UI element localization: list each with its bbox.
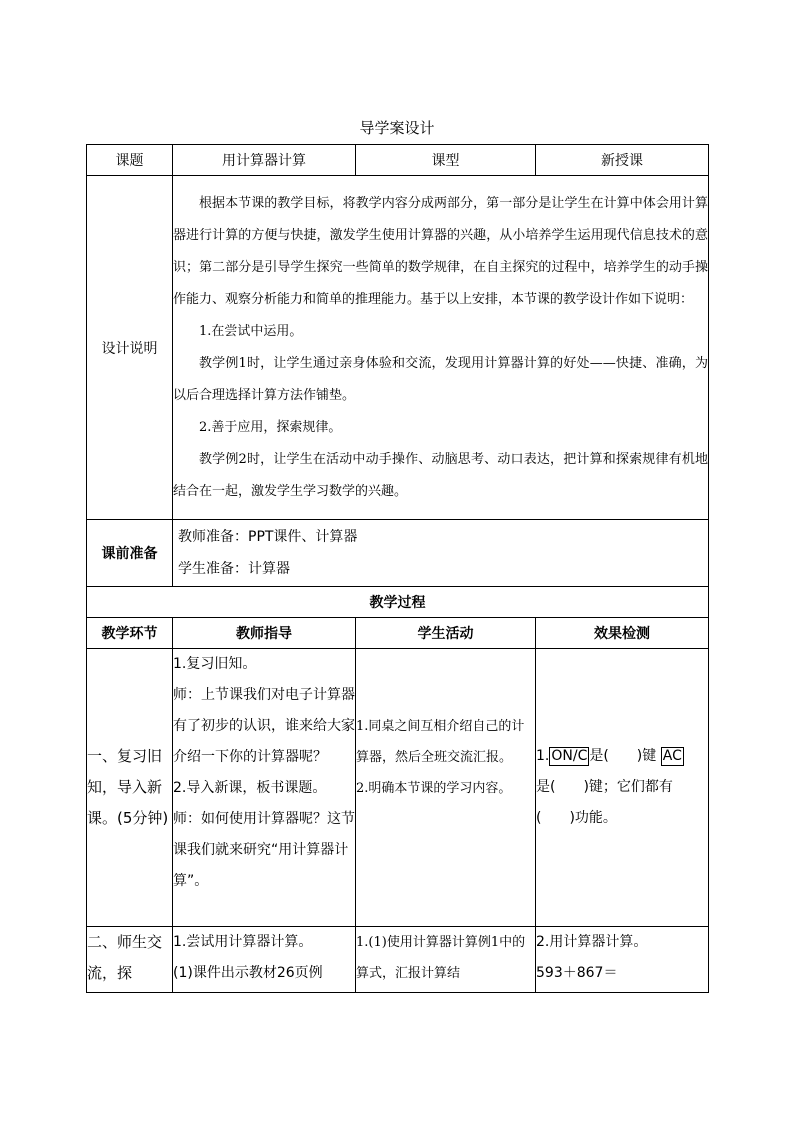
effect-line-1	[536, 741, 708, 772]
design-description	[173, 176, 709, 520]
teacher-line: 师：如何使用计算器呢？这节课我们就来研究“用计算器计算”。	[173, 811, 355, 889]
design-paragraph: 2.善于应用，探索规律。	[199, 419, 342, 435]
student-prep: 学生准备：计算器	[178, 561, 290, 577]
student-line: 1.同桌之间互相介绍自己的计算器，然后全班交流汇报。	[356, 719, 525, 765]
type-label: 课型	[356, 145, 536, 176]
type-value: 新授课	[536, 145, 709, 176]
column-header-stage: 教学环节	[87, 618, 173, 649]
on-c-key: ON/C	[551, 748, 588, 764]
teacher-line: 2.导入新课，板书课题。	[173, 780, 327, 796]
student-line: 2.明确本节课的学习内容。	[356, 781, 512, 796]
student-line: 1.(1)使用计算器计算例1中的算式，汇报计算结	[356, 935, 526, 981]
effect-prefix: 1.	[536, 748, 550, 764]
column-header-teacher: 教师指导	[173, 618, 356, 649]
stage-name-text: 二、师生交流，探	[87, 933, 163, 982]
process-title: 教学过程	[87, 587, 709, 618]
teacher-guidance	[173, 649, 356, 927]
topic-value: 用计算器计算	[173, 145, 356, 176]
process-header-row	[87, 618, 709, 649]
document-title: 导学案设计	[359, 119, 435, 137]
teacher-line: 1.尝试用计算器计算。	[173, 934, 313, 950]
stage-row-1	[87, 649, 709, 927]
student-activity	[356, 649, 536, 927]
prep-content	[173, 520, 709, 587]
teacher-prep: 教师准备：PPT课件、计算器	[178, 529, 358, 545]
prep-label: 课前准备	[87, 520, 173, 587]
design-row	[87, 176, 709, 520]
lesson-plan-table	[86, 144, 709, 993]
effect-check	[536, 649, 709, 927]
header-row	[87, 145, 709, 176]
prep-row	[87, 520, 709, 587]
design-paragraph: 教学例1时，让学生通过亲身体验和交流，发现用计算器计算的好处——快捷、准确，为以后合理选择计算方法作铺垫。	[173, 355, 708, 403]
stage-name-text: 一、复习旧知，导入新课。(5分钟)	[87, 747, 169, 827]
design-paragraph: 教学例2时，让学生在活动中动手操作、动脑思考、动口表达，把计算和探索规律有机地结合在一起，激发学生学习数学的兴趣。	[173, 451, 708, 499]
ac-key: AC	[662, 748, 682, 764]
teacher-guidance	[173, 927, 356, 993]
effect-text: 是( )键	[589, 748, 657, 764]
column-header-student: 学生活动	[356, 618, 536, 649]
teacher-line: 师：上节课我们对电子计算器有了初步的认识，谁来给大家介绍一下你的计算器呢？	[173, 687, 355, 765]
effect-line: 593＋867＝	[536, 965, 618, 981]
process-title-row	[87, 587, 709, 618]
column-header-effect: 效果检测	[536, 618, 709, 649]
design-label: 设计说明	[87, 176, 173, 520]
teacher-line: (1)课件出示教材26页例	[173, 965, 323, 981]
effect-line-3: ( )功能。	[536, 810, 617, 826]
stage-row-2	[87, 927, 709, 993]
stage-name	[87, 927, 173, 993]
design-paragraph: 根据本节课的教学目标，将教学内容分成两部分，第一部分是让学生在计算中体会用计算器进行计算的方便与快捷，激发学生使用计算器的兴趣，从小培养学生运用现代信息技术的意识；第二部分是引导学生探究一些简单的数学规律，在自主探究的过程中，培养学生的动手操作能力、观察分析能力和简单的推理能力。基于以上安排，本节课的教学设计作如下说明：	[173, 195, 708, 307]
teacher-line: 1.复习旧知。	[173, 656, 257, 672]
effect-line-2: 是( )键；它们都有	[536, 779, 673, 795]
design-paragraph: 1.在尝试中运用。	[199, 323, 303, 339]
topic-label: 课题	[87, 145, 173, 176]
effect-line: 2.用计算器计算。	[536, 934, 648, 950]
stage-name	[87, 649, 173, 927]
effect-check	[536, 927, 709, 993]
student-activity	[356, 927, 536, 993]
